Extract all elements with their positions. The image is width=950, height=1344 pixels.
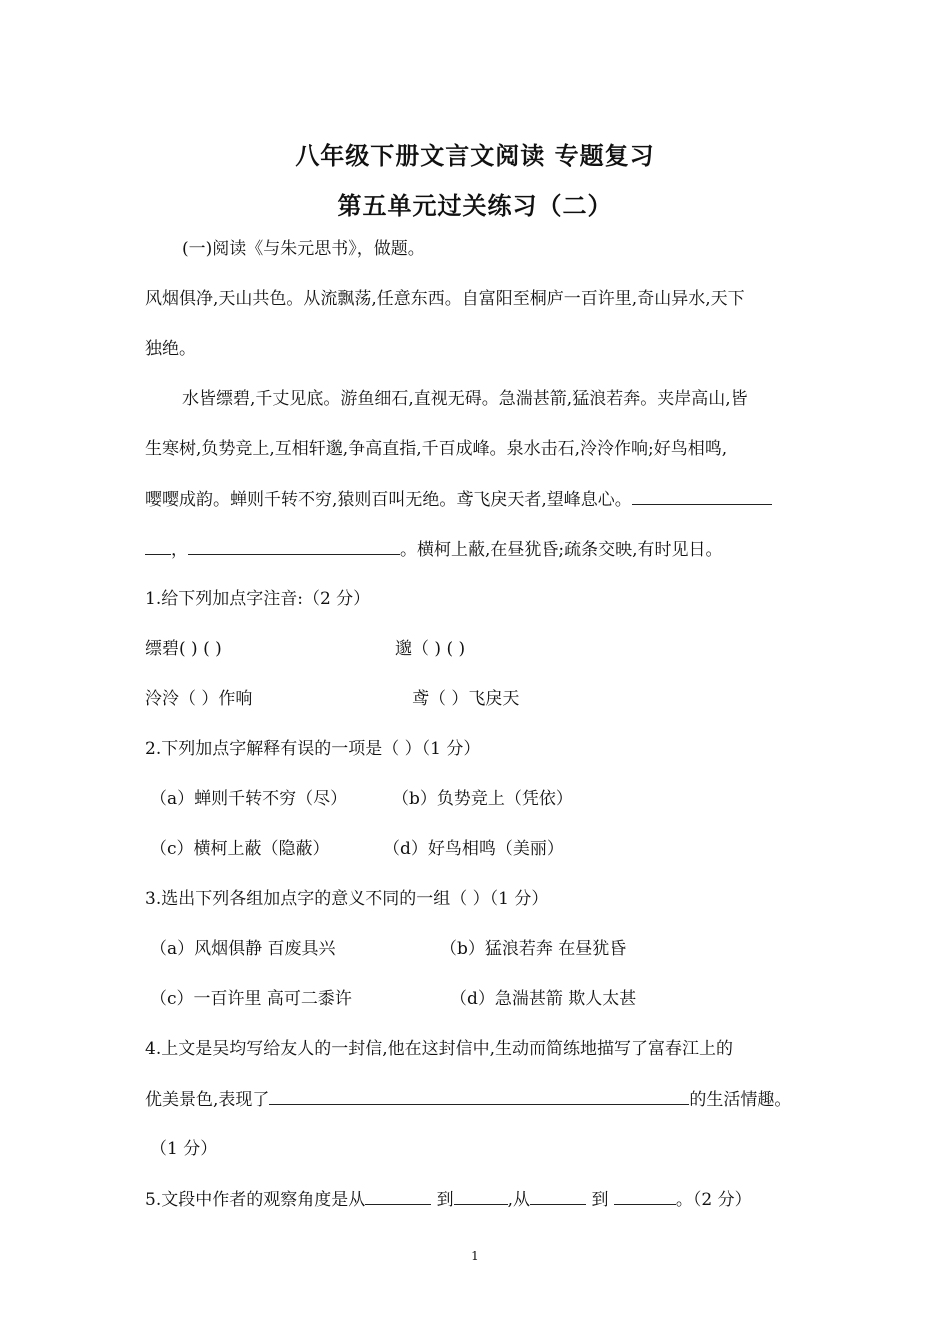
question-5-blank-4[interactable] [614, 1188, 676, 1205]
question-5-to-2: 到 [586, 1190, 614, 1210]
question-2-stem: 2.下列加点字解释有误的一项是（ ）（1 分） [145, 739, 481, 759]
document-title: 八年级下册文言文阅读 专题复习 [295, 142, 655, 170]
question-3-option-c: （c）一百许里 高可二黍许 [150, 989, 352, 1009]
reading-intro: (一)阅读《与朱元思书》，做题。 [182, 239, 425, 259]
document-subtitle: 第五单元过关练习（二） [337, 192, 613, 220]
question-2-option-c: （c）横柯上蔽（隐蔽） [150, 839, 330, 859]
question-5-start: 5.文段中作者的观察角度是从 [145, 1190, 366, 1210]
question-1-stem: 1.给下列加点字注音:（2 分） [145, 589, 371, 609]
passage-p2-line1: 水皆缥碧,千丈见底。游鱼细石,直视无碍。急湍甚箭,猛浪若奔。夹岸高山,皆 [182, 389, 748, 409]
question-5-to-1: 到 [431, 1190, 454, 1210]
question-5-blank-2[interactable] [454, 1188, 508, 1205]
question-4-score: （1 分） [150, 1139, 218, 1159]
question-1-item-b: 邈（ ) ( ) [395, 639, 466, 659]
question-5-blank-1[interactable] [365, 1188, 431, 1205]
fill-blank-2[interactable] [188, 538, 400, 555]
question-3-stem: 3.选出下列各组加点字的意义不同的一组（ ）（1 分） [145, 889, 549, 909]
page-number: 1 [471, 1249, 479, 1263]
question-4-line2 [145, 1088, 791, 1111]
question-2-option-a: （a）蝉则千转不穷（尽） [150, 789, 348, 809]
question-4-line1: 4.上文是吴均写给友人的一封信,他在这封信中,生动而简练地描写了富春江上的 [145, 1039, 734, 1059]
question-4-line2-end: 的生活情趣。 [689, 1090, 792, 1110]
question-5 [145, 1188, 752, 1211]
question-3-option-b: （b）猛浪若奔 在昼犹昏 [440, 939, 627, 959]
question-4-answer-blank[interactable] [269, 1088, 689, 1105]
question-5-from-2: ,从 [507, 1190, 531, 1210]
passage-p2-line4-text: 。横柯上蔽,在昼犹昏;疏条交映,有时见日。 [400, 540, 723, 560]
passage-p2-line2: 生寒树,负势竞上,互相轩邈,争高直指,千百成峰。泉水击石,泠泠作响;好鸟相鸣, [145, 439, 728, 459]
blank-separator: ， [171, 540, 188, 560]
question-1-item-a: 缥碧( ) ( ) [145, 639, 222, 659]
passage-p2-line3 [145, 488, 772, 511]
passage-p1-line1: 风烟俱净,天山共色。从流飘荡,任意东西。自富阳至桐庐一百许里,奇山异水,天下 [145, 289, 745, 309]
question-5-blank-3[interactable] [530, 1188, 586, 1205]
question-2-option-b: （b）负势竞上（凭依） [392, 789, 573, 809]
question-3-option-a: （a）风烟俱静 百废具兴 [150, 939, 336, 959]
passage-p2-line4 [145, 538, 723, 561]
question-2-option-d: （d）好鸟相鸣（美丽） [383, 839, 564, 859]
question-4-line2-start: 优美景色,表现了 [145, 1090, 270, 1110]
question-5-end: 。（2 分） [675, 1190, 752, 1210]
passage-p1-line2: 独绝。 [145, 339, 196, 359]
question-1-item-c: 泠泠（ ）作响 [145, 689, 253, 709]
passage-p2-line3-text: 嘤嘤成韵。蝉则千转不穷,猿则百叫无绝。鸢飞戾天者,望峰息心。 [145, 490, 632, 510]
fill-blank-1a[interactable] [632, 488, 772, 505]
fill-blank-1b[interactable] [145, 538, 171, 555]
question-3-option-d: （d）急湍甚箭 欺人太甚 [450, 989, 637, 1009]
question-1-item-d: 鸢（ ）飞戾天 [412, 689, 520, 709]
